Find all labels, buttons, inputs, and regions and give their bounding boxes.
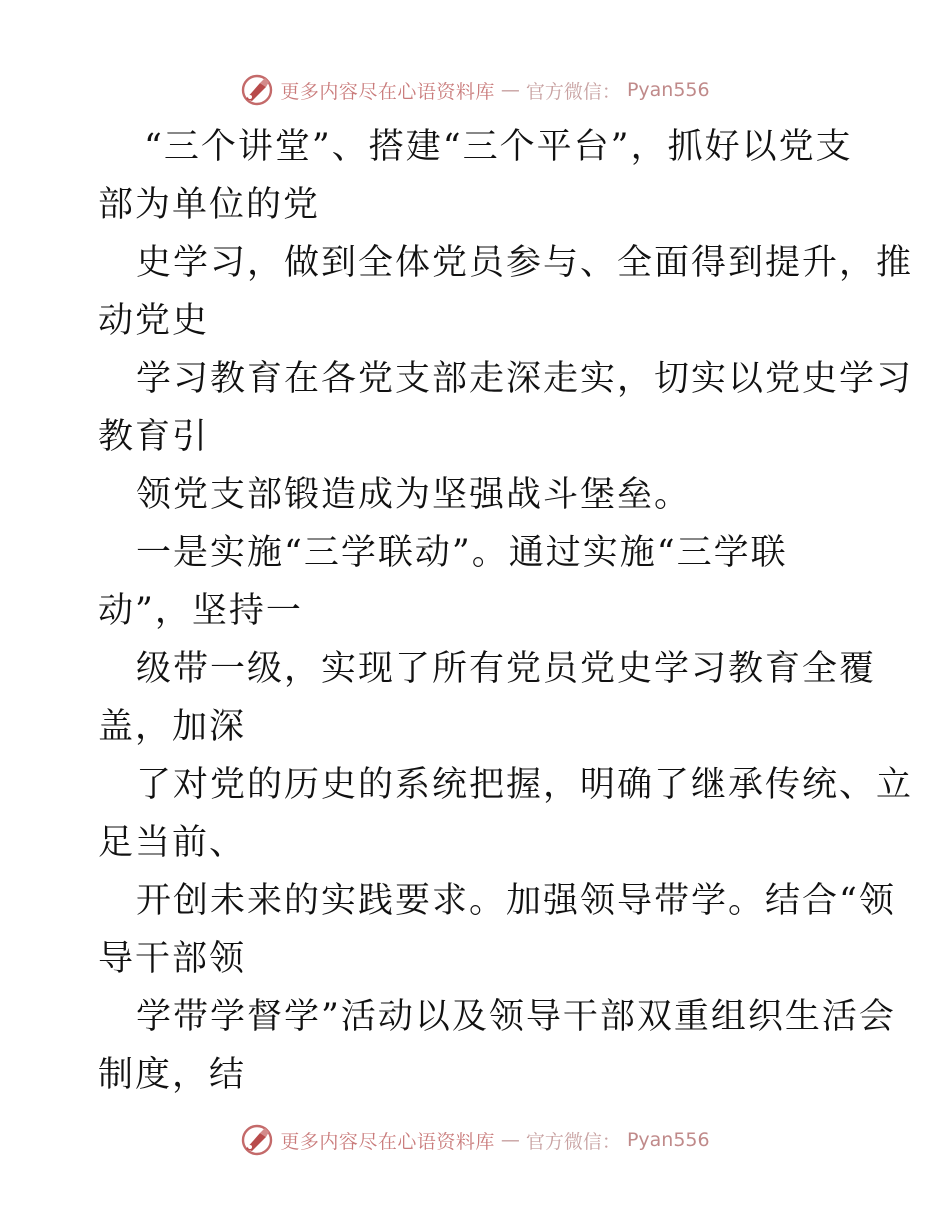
watermark-wechat-id: Pyan556 (626, 79, 710, 101)
body-line: 动党史 (98, 301, 210, 341)
body-line: 动”，坚持一 (98, 591, 303, 631)
watermark-text: 更多内容尽在心语资料库 (280, 1130, 495, 1153)
watermark-wechat-id: Pyan556 (626, 1129, 710, 1151)
body-line: 盖，加深 (98, 707, 247, 747)
body-line: 学习教育在各党支部走深走实，切实以党史学习 (136, 359, 914, 399)
watermark-dash: — (500, 79, 520, 101)
document-body (98, 118, 914, 1104)
body-line: 部为单位的党 (98, 185, 321, 225)
footer-watermark (0, 1118, 950, 1162)
watermark-label: 官方微信： (525, 80, 621, 103)
watermark-label: 官方微信： (525, 1130, 621, 1153)
body-line: 一是实施“三学联动”。通过实施“三学联 (136, 533, 788, 573)
body-line: 了对党的历史的系统把握，明确了继承传统、立 (136, 765, 914, 805)
body-line: 学带学督学”活动以及领导干部双重组织生活会 (136, 997, 896, 1037)
body-line: 开创未来的实践要求。加强领导带学。结合“领 (136, 881, 896, 921)
watermark-text: 更多内容尽在心语资料库 (280, 80, 495, 103)
body-line: 领党支部锻造成为坚强战斗堡垒。 (136, 475, 692, 515)
pen-nib-logo-icon (240, 1123, 274, 1157)
body-line: 足当前、 (98, 823, 247, 863)
watermark-dash: — (500, 1129, 520, 1151)
header-watermark (0, 68, 950, 112)
pen-nib-logo-icon (240, 73, 274, 107)
body-line: 制度，结 (98, 1055, 247, 1095)
body-line: 史学习，做到全体党员参与、全面得到提升，推 (136, 243, 914, 283)
body-line: 级带一级，实现了所有党员党史学习教育全覆 (136, 649, 877, 689)
body-line: “三个讲堂”、搭建“三个平台”，抓好以党支 (144, 127, 853, 167)
body-line: 导干部领 (98, 939, 247, 979)
body-line: 教育引 (98, 417, 210, 457)
